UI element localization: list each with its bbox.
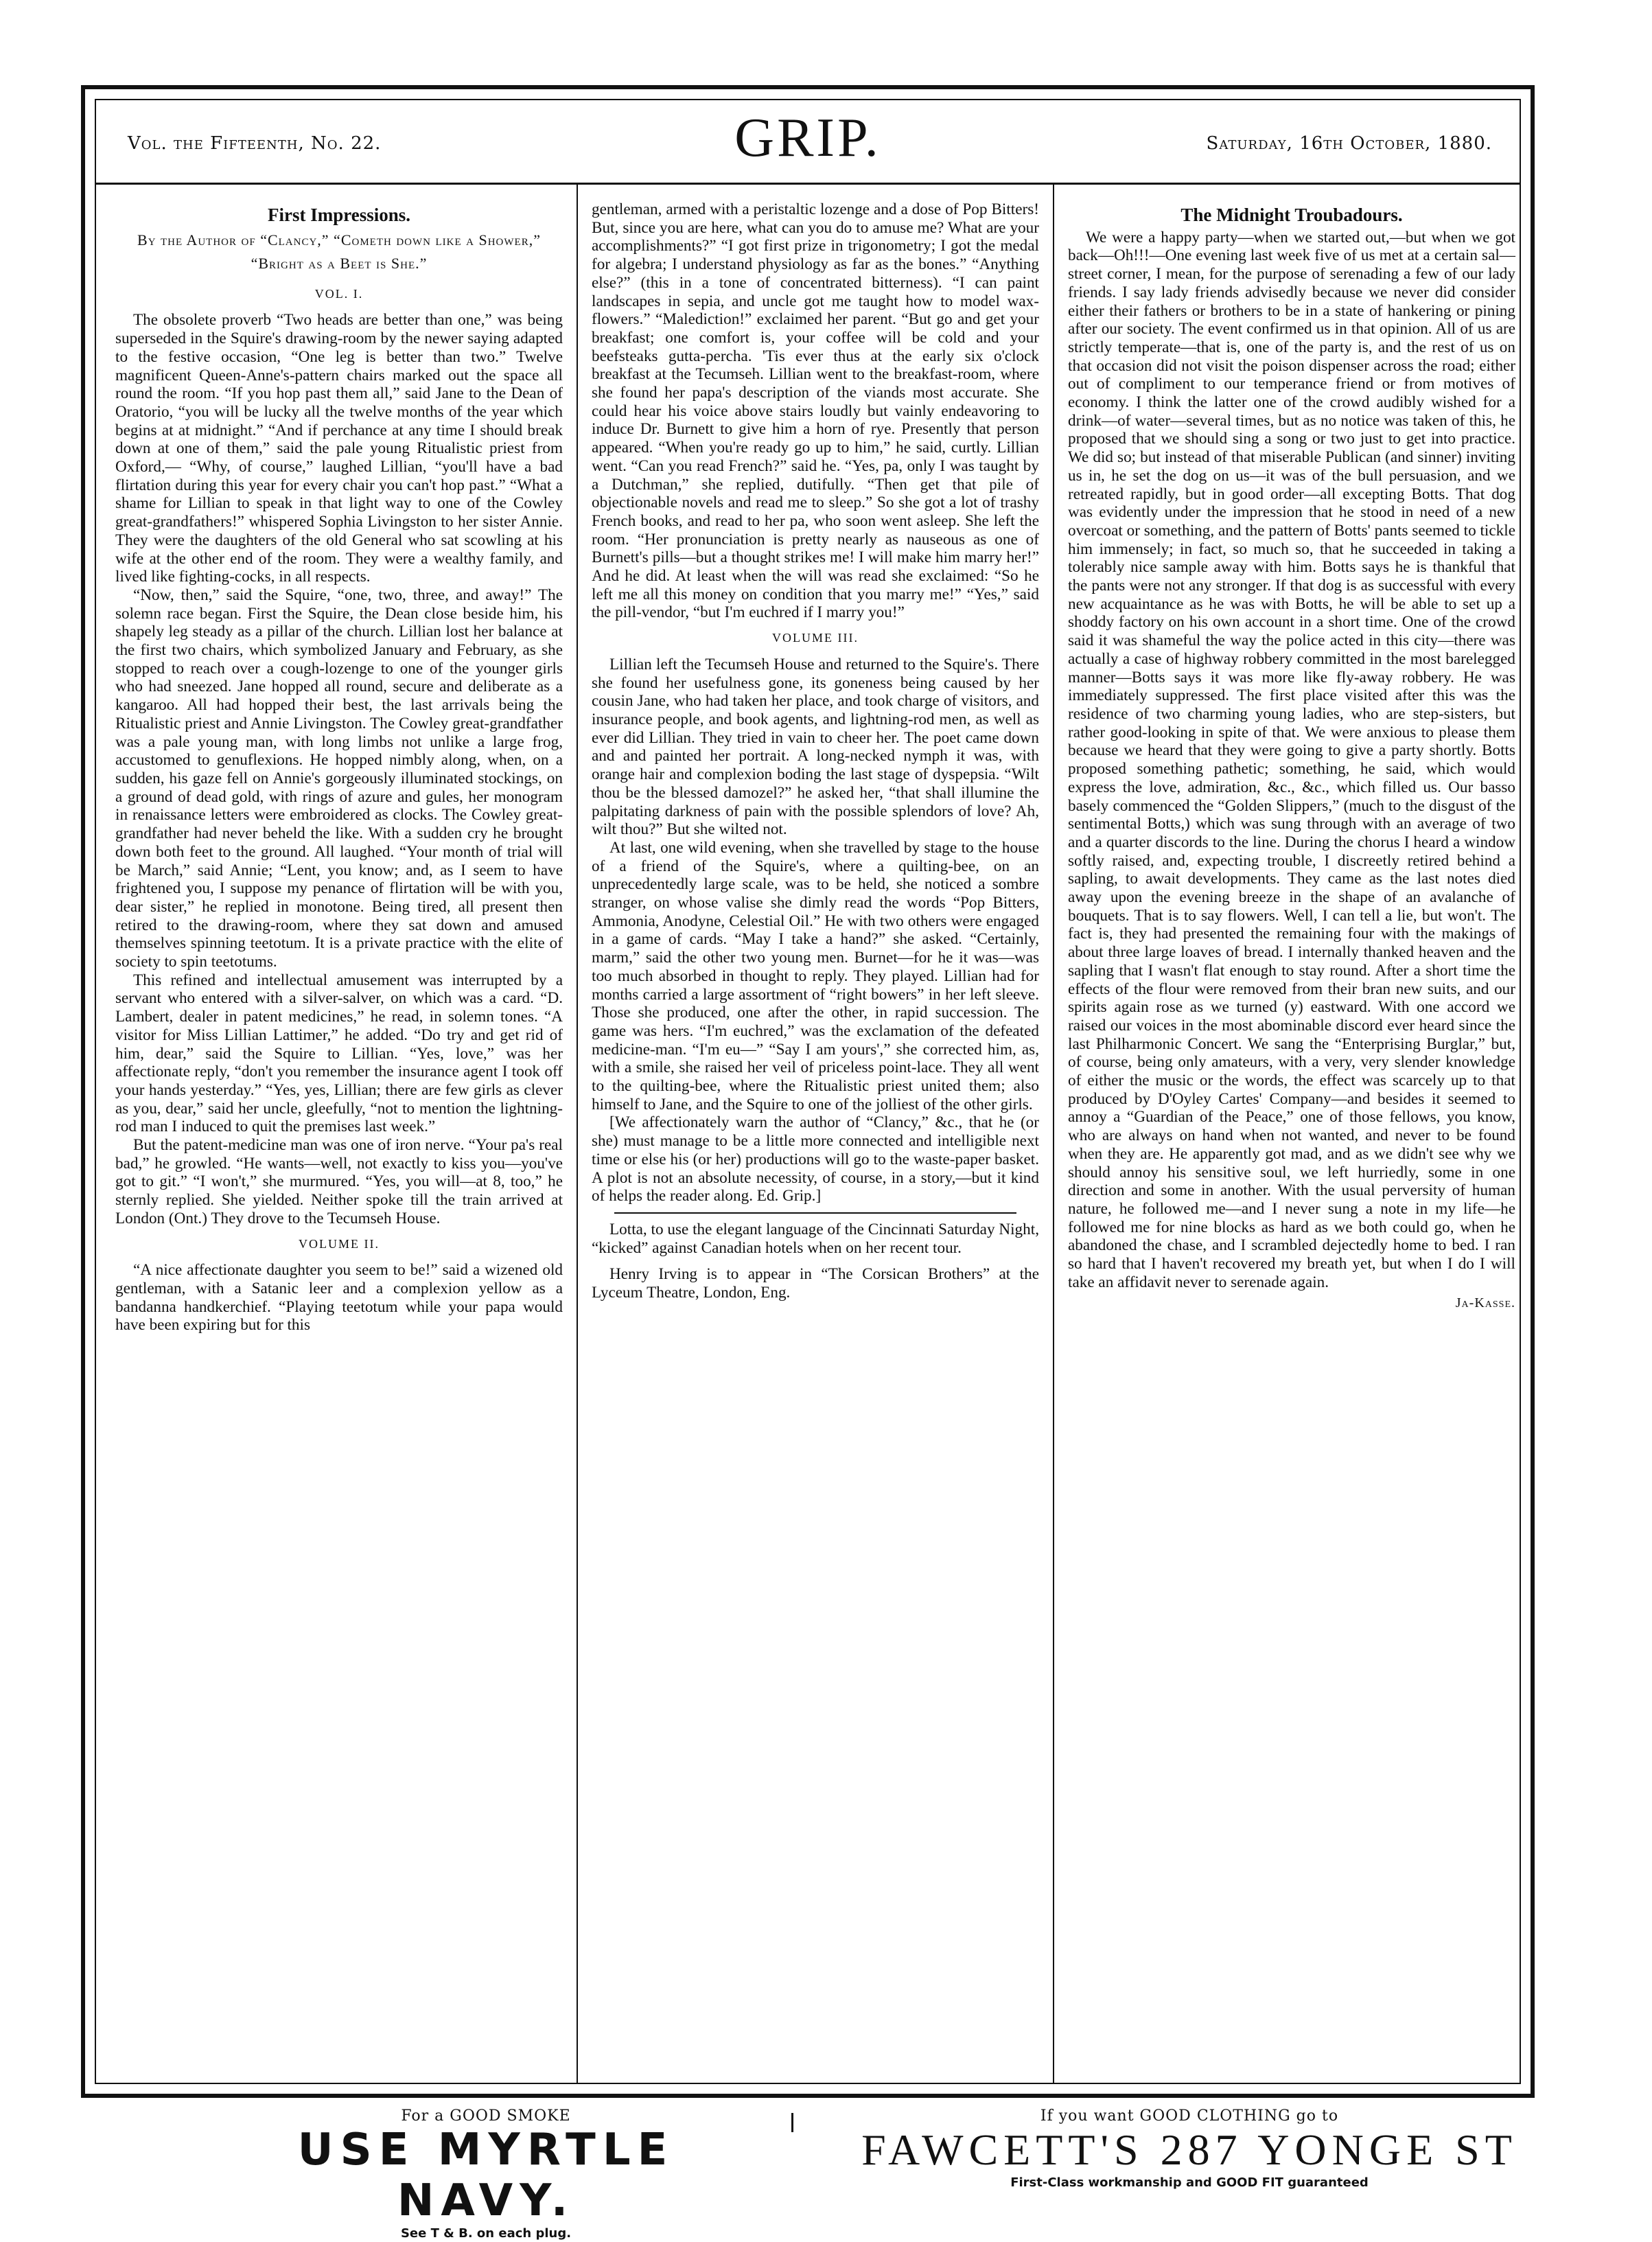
ad-fawcetts bbox=[829, 2107, 1550, 2190]
paragraph: Henry Irving is to appear in “The Corsican Brothers” at the Lyceum Theatre, London, Eng. bbox=[592, 1265, 1039, 1302]
column-1 bbox=[115, 200, 563, 2083]
paragraph: The obsolete proverb “Two heads are better than one,” was being superseded in the Squire's drawing-room by the newer saying adapted to the festive occasion, “One leg is better than two.” Twelve magnificent Queen-Anne's-pattern chairs marked out the space all round the room. “If you hop past them all,” said Jane to the Dean of Oratorio, “you will be lucky all the twelve months of the year which begins at at midnight.” “And if perchance at any time I should break down at one of them,” said the pale young Ritualistic priest from Oxford,— “Why, of course,” laughed Lillian, “you'll have a bad flirtation during this year for every chair you can't hop past.” “What a shame for Lillian to speak in that light way to one of the Cowley great-grandfathers!” whispered Sophia Livingston to her sister Annie. They were the daughters of the old General who sat scowling at his wife at the other end of the room. They were a wealthy family, and lived like fighting-cocks, in all respects. bbox=[115, 311, 563, 586]
ad-footnote: First-Class workmanship and GOOD FIT guaranteed bbox=[1010, 2175, 1369, 2190]
advertisements bbox=[81, 2107, 1535, 2241]
paragraph: “Now, then,” said the Squire, “one, two, three, and away!” The solemn race began. First the Squire, the Dean close beside him, his shapely leg steady as a pillar of the church. Lillian lost her balance at the first two chairs, which symbolized January and February, as she stopped to reach over a cough-lozenge to one of the younger girls who had sneezed. Jane hopped all round, secure and deliberate as a kangaroo. All had hopped their best, the last arrivals being the Ritualistic priest and Annie Livingston. The Cowley great-grandfather was a pale young man, with long limbs not unlike a large frog, accustomed to genuflexions. He hopped nimbly along, when, on a sudden, his gaze fell on Annie's gorgeously illuminated stockings, on a ground of dead gold, with rings of azure and gules, her monogram in renaissance letters were embroidered as clocks. The Cowley great-grandfather had never beheld the like. With a sudden cry he brought down both feet to the ground. All laughed. “Your month of trial will be March,” said Annie; “Lent, you know; and, as I seem to have frightened you, I suppose my penance of flirtation will be with you, dear sister,” he replied in monotone. Being tired, all present then retired to the drawing-room, where they sat down and amused themselves spinning teetotum. It is a private practice with the elite of society to spin teetotums. bbox=[115, 586, 563, 971]
article-title: The Midnight Troubadours. bbox=[1180, 205, 1403, 225]
editor-note: [We affectionately warn the author of “Clancy,” &c., that he (or she) must manage to be a little more connected and intelligible next time or else his (or her) productions will go to the waste-paper basket. A plot is not an absolute necessity, of course, in a story,—but it kind of helps the reader along. Ed. Grip.] bbox=[592, 1113, 1039, 1205]
article-title: First Impressions. bbox=[267, 205, 410, 225]
separator bbox=[614, 1212, 1017, 1214]
paragraph: Lillian left the Tecumseh House and returned to the Squire's. There she found her usefulness gone, its goneness being caused by her cousin Jane, who had taken her place, and took charge of visitors, and insurance people, and book agents, and lightning-rod men, as well as ever did Lillian. They tried in vain to cheer her. The poet came down and and painted her portrait. A long-necked nymph it was, with orange hair and complexion boding the last stage of dyspepsia. “Wilt thou be the blessed damozel?” he asked her, “that shall illumine the palpitating darkness of pain with the possible splendors of love? Ah, wilt thou?” But she wilted not. bbox=[592, 655, 1039, 839]
divider-mark bbox=[791, 2113, 793, 2132]
paragraph: But the patent-medicine man was one of iron nerve. “Your pa's real bad,” he growled. “He wants—well, not exactly to kiss you—you've got to git.” “I won't,” she murmured. “Yes, you will—at 8, too,” he sternly replied. She yielded. Neither spoke till the train arrived at London (Ont.) They drove to the Tecumseh House. bbox=[115, 1136, 563, 1227]
volume-heading: VOL. I. bbox=[314, 286, 364, 301]
ad-headline: FAWCETT'S 287 YONGE ST bbox=[861, 2125, 1517, 2174]
column-rule bbox=[1053, 184, 1054, 2083]
paragraph: gentleman, armed with a peristaltic lozenge and a dose of Pop Bitters! But, since you are here, what can you do to amuse me? What are your accomplishments?” “I got first prize in trigonometry; I got the medal for algebra; I understand physiology as far as the bones.” “Anything else?” (this in a tone of concentrated bitterness). “I can paint landscapes in sepia, and uncle got me taught how to model wax-flowers.” “Malediction!” exclaimed her parent. “But go and get your breakfast; one comfort is, your coffee will be cold and your beefsteaks gutta-percha. 'Tis ever thus at the early six o'clock breakfast at the Tecumseh. Lillian went to the breakfast-room, where she found her papa's description of the viands most accurate. She could hear his voice above stairs loudly but vainly endeavoring to induce Dr. Burnett to give him a horn of rye. Presently that person appeared. “When you're ready go up to him,” he said, curtly. Lillian went. “Can you read French?” said he. “Yes, pa, only I was taught by a Dutchman,” she replied, dutifully. “Then get that pile of objectionable novels and read me to sleep.” So she got a lot of trashy French books, and read to her pa, who soon went asleep. She left the room. “Her pronunciation is pretty nearly as nauseous as one of Burnett's pills—but a thought strikes me! I will make him marry her!” And he did. At least when the will was read she exclaimed: “So he left me all this money on condition that you marry me!” “Yes,” said the pill-vendor, “but I'm euchred if I marry you!” bbox=[592, 200, 1039, 622]
ad-myrtle-navy bbox=[211, 2107, 760, 2241]
volume-heading: VOLUME III. bbox=[772, 631, 859, 645]
masthead bbox=[96, 100, 1520, 185]
newspaper-title: GRIP. bbox=[734, 108, 881, 168]
paragraph: This refined and intellectual amusement was interrupted by a servant who entered with a silver-salver, on which was a card. “D. Lambert, dealer in patent medicines,” he read, in solemn tones. “A visitor for Miss Lillian Lattimer,” he added. “Do try and get rid of him, dear,” said the Squire to Lillian. “Yes, love,” was her affectionate reply, “don't you remember the insurance agent I took off your hands yesterday.” “Yes, yes, Lillian; there are few girls as clever as you, dear,” said her uncle, gleefully, “not to mention the lightning-rod man I induced to quit the premises last week.” bbox=[115, 971, 563, 1136]
page-frame bbox=[81, 85, 1535, 2098]
paragraph: We were a happy party—when we started out,—but when we got back—Oh!!!—One evening last week five of us met at a certain sal—street corner, I mean, for the purpose of serenading a few of our lady friends. I say lady friends advisedly because we never did consider either their fathers or brothers to be in a state of hankering or pining after our society. The event confirmed us in that opinion. All of us are strictly temperate—that is, one of the party is, and the rest of us on that occasion did not visit the poison dispenser across the road; either out of compliment to our temperance friend or from motives of economy. I think the latter one of the crowd audibly wished for a drink—of water—several times, but as no notice was taken of this, he proposed that we should sing a song or two just to get into practice. We did so; but instead of that miserable Publican (and sinner) inviting us in, he set the dog on us—it was of the bull persuasion, and we retreated rapidly, but in good order—all excepting Botts. That dog was evidently under the impression that he stood in need of a new overcoat or something, and the pattern of Botts' pants seemed to tickle him immensely; in fact, so much so, that he succeeded in taking a tolerably nice sample away with him. Botts says he is thankful that the pants were not any stronger. If that dog is as successful with every new acquaintance as he was with Botts, he will be able to set up a shoddy factory on his own account in a short time. One of the crowd said it was shameful the way the police acted in this city—there was actually a case of highway robbery committed in the most barelegged manner—Botts says it was more like fly-away robbery. He was immediately suppressed. The first place visited after this was the residence of two charming young ladies, who are step-sisters, but rather good-looking in spite of that. We were anxious to please them because we heard that they were going to give a party shortly. Botts proposed something pathetic; something, he said, which would express the love, admiration, &c., &c., which filled us. Our basso basely commenced the “Golden Slippers,” (much to the disgust of the sentimental Botts,) which was sung through with an average of two and a quarter discords to the line. During the chorus I heard a window softly raised, and, expecting trouble, I discreetly retired behind a sapling, to await developments. They came as the last notes died away upon the evening breeze in the shape of an avalanche of bouquets. That is to say flowers. Well, I can tell a lie, but won't. The fact is, they had presented the remaining four with the makings of about three large loaves of bread. I internally thanked heaven and the sapling that I wasn't flat enough to stay round. After a short time the effects of the flour were removed from their bran new suits, and our spirits again rose as we turned (y) eastward. With one accord we raised our voices in the most abominable discord ever heard since the last Philharmonic Concert. We sang the “Enterprising Burglar,” but, of course, being only amateurs, with a very, very slender knowledge of either the music or the words, the effect was scarcely up to that produced by D'Oyley Cartes' Company—and besides it seemed to annoy a “Guardian of the Peace,” one of those fellows, you know, who are always on hand when not wanted, and never to be found when they are. He apparently got mad, and as we didn't see why we should annoy his sensitive soul, we left hurriedly, some in one direction and some in another. With the usual perversity of human nature, he followed me—and I never sung a note in my life—he followed me for nine blocks as hard as we both could go, when he abandoned the chase, and I scrambled dejectedly home to bed. I ran so hard that I haven't recovered my breath yet, but when I do I will take an affidavit never to serenade again. bbox=[1068, 228, 1515, 1291]
ad-tagline: For a GOOD SMOKE bbox=[401, 2107, 571, 2125]
paragraph: At last, one wild evening, when she travelled by stage to the house of a friend of the Squire's, where a quilting-bee, on an unprecedentedly large scale, was to be held, she noticed a sombre stranger, on whose valise she dimly read the words “Pop Bitters, Ammonia, Anodyne, Celestial Oil.” He with two others were engaged in a game of cards. “May I take a hand?” she asked. “Certainly, marm,” said the other two young men. Burnet—for he it was—was too much absorbed in thought to reply. They played. Lillian had for months carried a large assortment of “right bowers” in her left sleeve. Those she produced, one after the other, in rapid succession. The game was hers. “I'm euchred,” was the exclamation of the defeated medicine-man. “I'm eu—” “Say I am yours',” she corrected him, as, with a smile, she raised her veil of priceless point-lace. They all went to the quilting-bee, where the Ritualistic priest united them; also himself to Jane, and the Squire to one of the jolliest of the other girls. bbox=[592, 838, 1039, 1113]
column-rule bbox=[577, 184, 578, 2083]
page-inner-frame bbox=[95, 99, 1521, 2084]
issue-date: Saturday, 16th October, 1880. bbox=[1206, 133, 1492, 154]
column-2 bbox=[592, 200, 1039, 2083]
paragraph: Lotta, to use the elegant language of the Cincinnati Saturday Night, “kicked” against Canadian hotels when on her recent tour. bbox=[592, 1220, 1039, 1257]
article-byline: By the Author of “Clancy,” “Cometh down like a Shower,” “Bright as a Beet is She.” bbox=[137, 231, 541, 272]
paragraph: “A nice affectionate daughter you seem to be!” said a wizened old gentleman, with a Satanic leer and a complexion yellow as a bandanna handkerchief. “Playing teetotum while your papa would have been expiring but for this bbox=[115, 1261, 563, 1334]
column-3 bbox=[1068, 200, 1515, 2083]
ad-headline: USE MYRTLE NAVY. bbox=[297, 2125, 675, 2226]
volume-heading: VOLUME II. bbox=[299, 1236, 380, 1251]
volume-number: Vol. the Fifteenth, No. 22. bbox=[128, 133, 382, 154]
signature: Ja-Kasse. bbox=[1455, 1295, 1515, 1311]
ad-tagline: If you want GOOD CLOTHING go to bbox=[1040, 2107, 1339, 2125]
ad-footnote: See T & B. on each plug. bbox=[400, 2226, 572, 2241]
